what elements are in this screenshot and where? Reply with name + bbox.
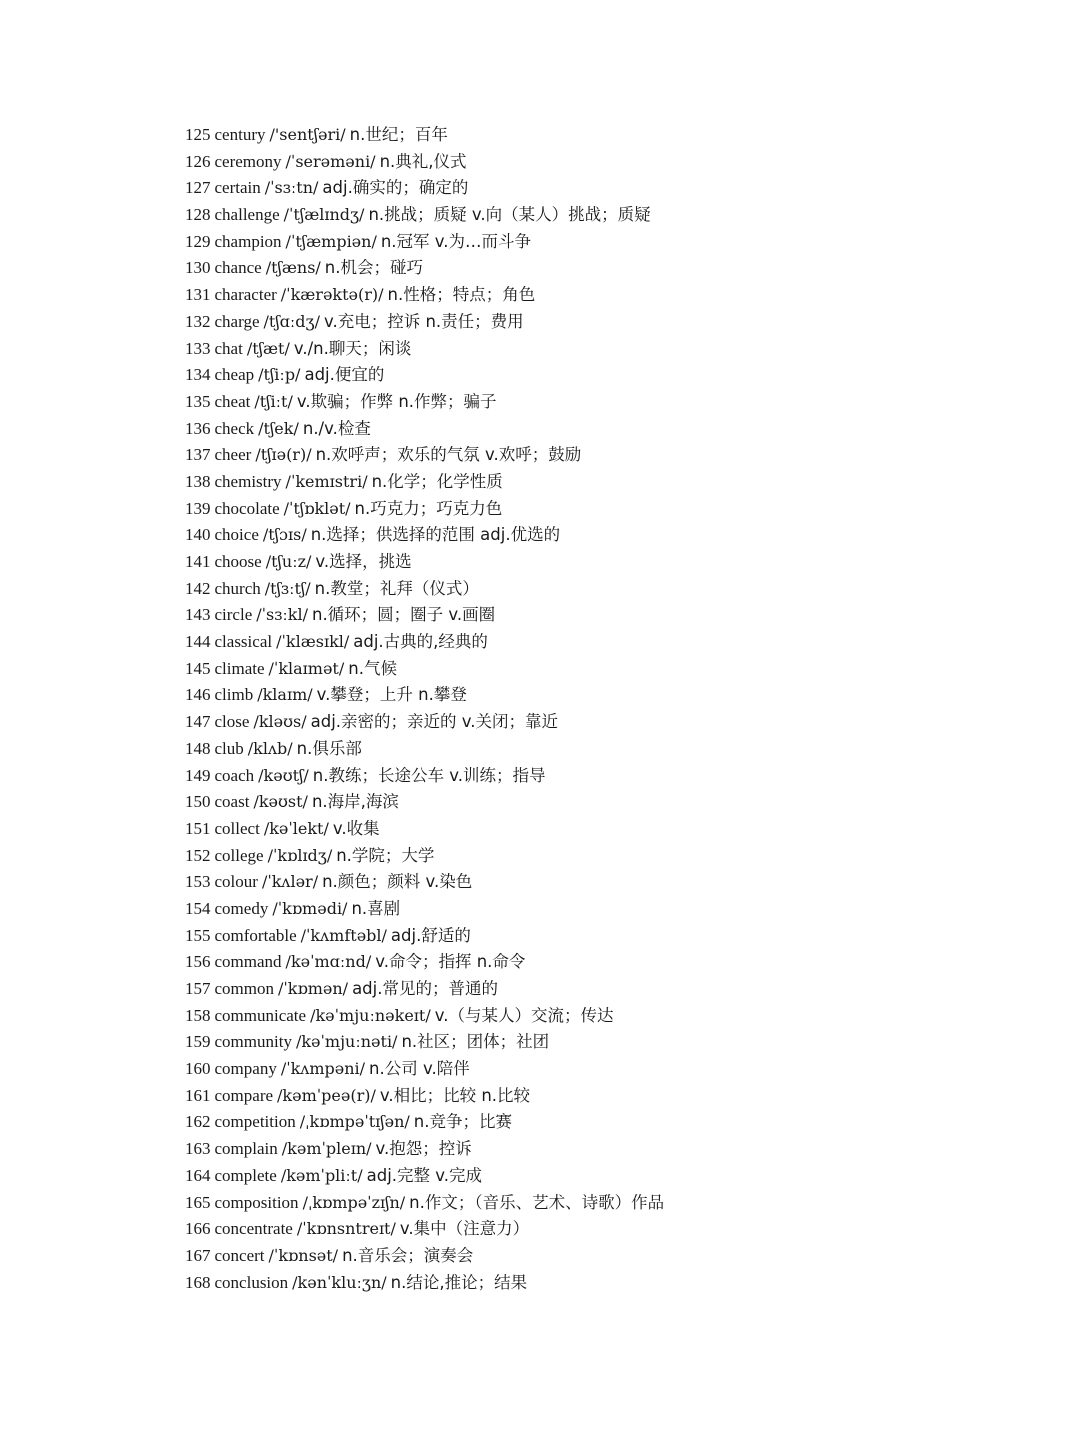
vocab-entry — [185, 309, 664, 336]
entry-phonetic: /ˈklaɪmət/ — [268, 658, 345, 678]
entry-number: 129 — [185, 231, 211, 251]
entry-word: command — [214, 952, 282, 972]
entry-phonetic: /ˈkɒlɪdʒ/ — [267, 845, 333, 865]
entry-definition: v.收集 — [332, 818, 380, 838]
entry-definition: v.欺骗；作弊 n.作弊；骗子 — [296, 391, 497, 411]
vocab-entry — [185, 1216, 664, 1243]
entry-definition: v.充电；控诉 n.责任；费用 — [323, 311, 524, 331]
entry-definition: n.教堂；礼拜（仪式） — [314, 578, 479, 598]
entry-word: climb — [214, 685, 254, 705]
entry-word: complete — [214, 1165, 277, 1185]
entry-number: 139 — [185, 498, 211, 518]
entry-word: complain — [214, 1139, 278, 1159]
entry-definition: adj.常见的；普通的 — [352, 979, 498, 998]
entry-phonetic: /kəˈlekt/ — [263, 818, 329, 838]
vocab-entry — [185, 362, 664, 389]
entry-word: concert — [214, 1245, 265, 1265]
entry-word: competition — [214, 1112, 296, 1132]
vocab-entry — [185, 549, 664, 576]
vocab-entry — [185, 682, 664, 709]
entry-phonetic: /ˈsɜːkl/ — [256, 605, 308, 625]
entry-number: 148 — [185, 738, 211, 758]
entry-word: century — [214, 125, 266, 144]
vocab-entry — [185, 896, 664, 923]
entry-definition: n.选择；供选择的范围 adj.优选的 — [310, 525, 561, 545]
entry-number: 152 — [185, 845, 211, 865]
entry-number: 145 — [185, 658, 211, 678]
entry-word: character — [214, 285, 277, 305]
entry-word: climate — [214, 658, 265, 678]
entry-phonetic: /kləʊs/ — [253, 712, 307, 732]
entry-word: chocolate — [214, 498, 280, 518]
vocab-entry — [185, 496, 664, 523]
entry-phonetic: /ˈkɒmən/ — [278, 979, 349, 998]
entry-word: champion — [214, 231, 282, 251]
entry-definition: n.教练；长途公车 v.训练；指导 — [312, 765, 546, 785]
entry-word: conclusion — [214, 1272, 289, 1292]
vocab-entry — [185, 1163, 664, 1190]
vocab-entry — [185, 1056, 664, 1083]
entry-number: 138 — [185, 471, 211, 491]
entry-definition: n.海岸,海滨 — [311, 792, 399, 812]
entry-definition: v.相比；比较 n.比较 — [379, 1085, 531, 1105]
entry-phonetic: /klaɪm/ — [257, 685, 313, 705]
entry-phonetic: /klʌb/ — [247, 738, 293, 758]
entry-word: college — [214, 845, 264, 865]
entry-phonetic: /ˈkemɪstri/ — [285, 471, 368, 491]
vocab-entry — [185, 1083, 664, 1110]
entry-definition: n.学院；大学 — [336, 845, 435, 865]
entry-number: 160 — [185, 1059, 211, 1079]
entry-number: 126 — [185, 151, 211, 171]
entry-number: 135 — [185, 391, 211, 411]
entry-phonetic: /kəʊtʃ/ — [258, 765, 309, 785]
entry-definition: v.选择，挑选 — [315, 552, 412, 571]
vocab-entry — [185, 1136, 664, 1163]
entry-definition: n.俱乐部 — [296, 738, 362, 758]
entry-phonetic: /tʃɪə(r)/ — [255, 445, 312, 465]
entry-phonetic: /kəˈmjuːnəkeɪt/ — [310, 1005, 431, 1025]
vocab-entry — [185, 1109, 664, 1136]
entry-definition: n.机会；碰巧 — [324, 258, 423, 278]
entry-word: coach — [214, 765, 255, 785]
entry-number: 149 — [185, 765, 211, 785]
vocab-entry — [185, 1003, 664, 1030]
entry-definition: v./n.聊天；闲谈 — [293, 338, 412, 358]
vocab-entry — [185, 469, 664, 496]
entry-phonetic: /ˈtʃælɪndʒ/ — [283, 205, 365, 225]
entry-word: concentrate — [214, 1219, 293, 1239]
vocab-entry — [185, 843, 664, 870]
entry-definition: adj.确实的；确定的 — [322, 178, 469, 198]
vocab-entry — [185, 522, 664, 549]
vocab-entry — [185, 976, 664, 1003]
vocab-entry — [185, 282, 664, 309]
entry-number: 128 — [185, 205, 211, 225]
vocab-entry — [185, 1029, 664, 1056]
entry-number: 136 — [185, 418, 211, 438]
entry-number: 153 — [185, 872, 211, 892]
entry-definition: n.竞争；比赛 — [413, 1112, 512, 1132]
vocab-entry — [185, 1190, 664, 1217]
vocab-entry — [185, 202, 664, 229]
entry-phonetic: /ˈkʌmftəbl/ — [300, 925, 387, 945]
vocab-entry — [185, 1270, 664, 1297]
vocab-entry — [185, 122, 664, 149]
entry-number: 125 — [185, 125, 211, 144]
entry-number: 143 — [185, 605, 211, 625]
entry-definition: n.巧克力；巧克力色 — [354, 498, 503, 518]
vocab-entry — [185, 656, 664, 683]
entry-phonetic: /ˈserəməni/ — [285, 151, 376, 171]
entry-phonetic: /ˈklæsɪkl/ — [276, 632, 350, 652]
entry-definition: n.音乐会；演奏会 — [342, 1245, 474, 1265]
vocab-entry — [185, 816, 664, 843]
entry-number: 127 — [185, 178, 211, 198]
vocab-entry — [185, 416, 664, 443]
entry-phonetic: /ˈkɒmədi/ — [272, 898, 348, 918]
entry-number: 142 — [185, 578, 211, 598]
entry-number: 167 — [185, 1245, 211, 1265]
vocab-entry — [185, 709, 664, 736]
entry-definition: n.冠军 v.为…而斗争 — [380, 231, 532, 251]
entry-definition: n.结论,推论；结果 — [390, 1272, 528, 1292]
vocab-entry — [185, 602, 664, 629]
entry-number: 161 — [185, 1085, 211, 1105]
entry-number: 141 — [185, 552, 211, 571]
entry-word: circle — [214, 605, 253, 625]
entry-definition: n.世纪；百年 — [349, 125, 448, 144]
entry-definition: adj.便宜的 — [304, 365, 385, 385]
entry-number: 140 — [185, 525, 211, 545]
entry-word: classical — [214, 632, 273, 652]
entry-phonetic: /ˈsɜːtn/ — [264, 178, 319, 198]
entry-definition: n.社区；团体；社团 — [401, 1032, 550, 1052]
entry-definition: v.抱怨；控诉 — [375, 1139, 472, 1159]
vocab-entry — [185, 229, 664, 256]
vocab-entry — [185, 442, 664, 469]
vocab-entry — [185, 949, 664, 976]
entry-phonetic: /ˈkʌmpəni/ — [280, 1059, 366, 1079]
entry-definition: n.作文；（音乐、艺术、诗歌）作品 — [409, 1192, 665, 1212]
entry-number: 168 — [185, 1272, 211, 1292]
entry-number: 147 — [185, 712, 211, 732]
entry-word: community — [214, 1032, 292, 1052]
vocab-entry — [185, 1243, 664, 1270]
entry-phonetic: /ˈkʌlər/ — [261, 872, 319, 892]
entry-phonetic: /tʃɜːtʃ/ — [264, 578, 311, 598]
entry-word: composition — [214, 1192, 299, 1212]
vocab-entry — [185, 923, 664, 950]
entry-definition: n.性格；特点；角色 — [387, 285, 536, 305]
entry-number: 150 — [185, 792, 211, 812]
entry-definition: n.化学；化学性质 — [371, 471, 503, 491]
entry-phonetic: /tʃiːt/ — [254, 391, 293, 411]
entry-phonetic: /ˈkɒnsntreɪt/ — [296, 1219, 396, 1239]
entry-word: ceremony — [214, 151, 282, 171]
entry-phonetic: /kənˈkluːʒn/ — [292, 1272, 387, 1292]
entry-phonetic: /tʃæt/ — [246, 338, 290, 358]
entry-word: charge — [214, 311, 260, 331]
entry-word: company — [214, 1059, 277, 1079]
entry-phonetic: /ˈtʃɒklət/ — [283, 498, 351, 518]
entry-word: common — [214, 979, 274, 998]
entry-number: 157 — [185, 979, 211, 998]
entry-word: close — [214, 712, 250, 732]
vocab-entry — [185, 789, 664, 816]
entry-definition: adj.舒适的 — [390, 925, 471, 945]
entry-number: 158 — [185, 1005, 211, 1025]
vocab-entry — [185, 763, 664, 790]
entry-word: chance — [214, 258, 262, 278]
entry-word: church — [214, 578, 261, 598]
entry-number: 137 — [185, 445, 211, 465]
entry-number: 133 — [185, 338, 211, 358]
entry-number: 162 — [185, 1112, 211, 1132]
entry-phonetic: /kəmˈpeə(r)/ — [277, 1085, 376, 1105]
entry-definition: v.命令；指挥 n.命令 — [375, 952, 526, 972]
entry-word: coast — [214, 792, 250, 812]
vocabulary-list — [185, 122, 664, 1296]
entry-number: 155 — [185, 925, 211, 945]
entry-phonetic: /ˌkɒmpəˈzɪʃn/ — [302, 1192, 406, 1212]
entry-phonetic: /tʃæns/ — [265, 258, 321, 278]
entry-phonetic: /tʃɔɪs/ — [262, 525, 307, 545]
entry-number: 146 — [185, 685, 211, 705]
entry-number: 151 — [185, 818, 211, 838]
entry-number: 130 — [185, 258, 211, 278]
vocab-entry — [185, 336, 664, 363]
entry-phonetic: /kəmˈpliːt/ — [280, 1165, 363, 1185]
entry-word: collect — [214, 818, 260, 838]
entry-phonetic: /kəʊst/ — [253, 792, 308, 812]
vocab-entry — [185, 629, 664, 656]
entry-word: communicate — [214, 1005, 307, 1025]
entry-number: 159 — [185, 1032, 211, 1052]
entry-number: 166 — [185, 1219, 211, 1239]
entry-word: chat — [214, 338, 243, 358]
entry-definition: adj.亲密的；亲近的 v.关闭；靠近 — [310, 712, 559, 732]
vocab-entry — [185, 175, 664, 202]
entry-definition: v.（与某人）交流；传达 — [434, 1005, 614, 1025]
entry-phonetic: /kəmˈpleɪn/ — [281, 1139, 372, 1159]
entry-word: cheer — [214, 445, 252, 465]
entry-word: check — [214, 418, 255, 438]
entry-phonetic: /kəˈmjuːnəti/ — [295, 1032, 398, 1052]
vocab-entry — [185, 149, 664, 176]
entry-word: challenge — [214, 205, 280, 225]
entry-word: comedy — [214, 898, 269, 918]
entry-phonetic: /ˌkɒmpəˈtɪʃən/ — [299, 1112, 410, 1132]
entry-definition: v.集中（注意力） — [399, 1219, 530, 1239]
entry-word: choose — [214, 552, 262, 571]
entry-number: 164 — [185, 1165, 211, 1185]
entry-word: cheap — [214, 365, 255, 385]
entry-number: 163 — [185, 1139, 211, 1159]
entry-definition: n.气候 — [348, 658, 397, 678]
entry-number: 144 — [185, 632, 211, 652]
entry-definition: n.典礼,仪式 — [379, 151, 467, 171]
entry-phonetic: /tʃek/ — [258, 418, 299, 438]
entry-definition: n.欢呼声；欢乐的气氛 v.欢呼；鼓励 — [315, 445, 582, 465]
entry-number: 131 — [185, 285, 211, 305]
entry-number: 165 — [185, 1192, 211, 1212]
entry-phonetic: /tʃɑːdʒ/ — [263, 311, 320, 331]
vocab-entry — [185, 736, 664, 763]
vocab-entry — [185, 389, 664, 416]
entry-word: colour — [214, 872, 258, 892]
vocab-entry — [185, 869, 664, 896]
entry-phonetic: /kəˈmɑːnd/ — [285, 952, 372, 972]
entry-definition: v.攀登；上升 n.攀登 — [316, 685, 467, 705]
entry-definition: n./v.检查 — [302, 418, 371, 438]
entry-word: cheat — [214, 391, 251, 411]
entry-word: chemistry — [214, 471, 282, 491]
entry-word: choice — [214, 525, 259, 545]
entry-definition: adj.古典的,经典的 — [353, 632, 488, 652]
vocab-entry — [185, 255, 664, 282]
entry-definition: adj.完整 v.完成 — [366, 1165, 483, 1185]
entry-phonetic: /tʃiːp/ — [258, 365, 301, 385]
entry-number: 134 — [185, 365, 211, 385]
entry-definition: n.公司 v.陪伴 — [369, 1059, 470, 1079]
entry-word: certain — [214, 178, 261, 198]
entry-phonetic: /ˈkɒnsət/ — [268, 1245, 339, 1265]
entry-phonetic: /ˈkærəktə(r)/ — [280, 285, 384, 305]
entry-phonetic: /tʃuːz/ — [265, 552, 312, 571]
entry-definition: n.挑战；质疑 v.向（某人）挑战；质疑 — [368, 205, 651, 225]
entry-word: compare — [214, 1085, 274, 1105]
entry-phonetic: /'sentʃəri/ — [269, 125, 346, 144]
entry-word: club — [214, 738, 244, 758]
entry-number: 156 — [185, 952, 211, 972]
entry-word: comfortable — [214, 925, 297, 945]
entry-definition: n.喜剧 — [351, 898, 401, 918]
entry-definition: n.颜色；颜料 v.染色 — [322, 872, 473, 892]
entry-number: 132 — [185, 311, 211, 331]
entry-phonetic: /ˈtʃæmpiən/ — [285, 231, 377, 251]
entry-definition: n.循环；圆；圈子 v.画圈 — [311, 605, 496, 625]
entry-number: 154 — [185, 898, 211, 918]
vocab-entry — [185, 576, 664, 603]
